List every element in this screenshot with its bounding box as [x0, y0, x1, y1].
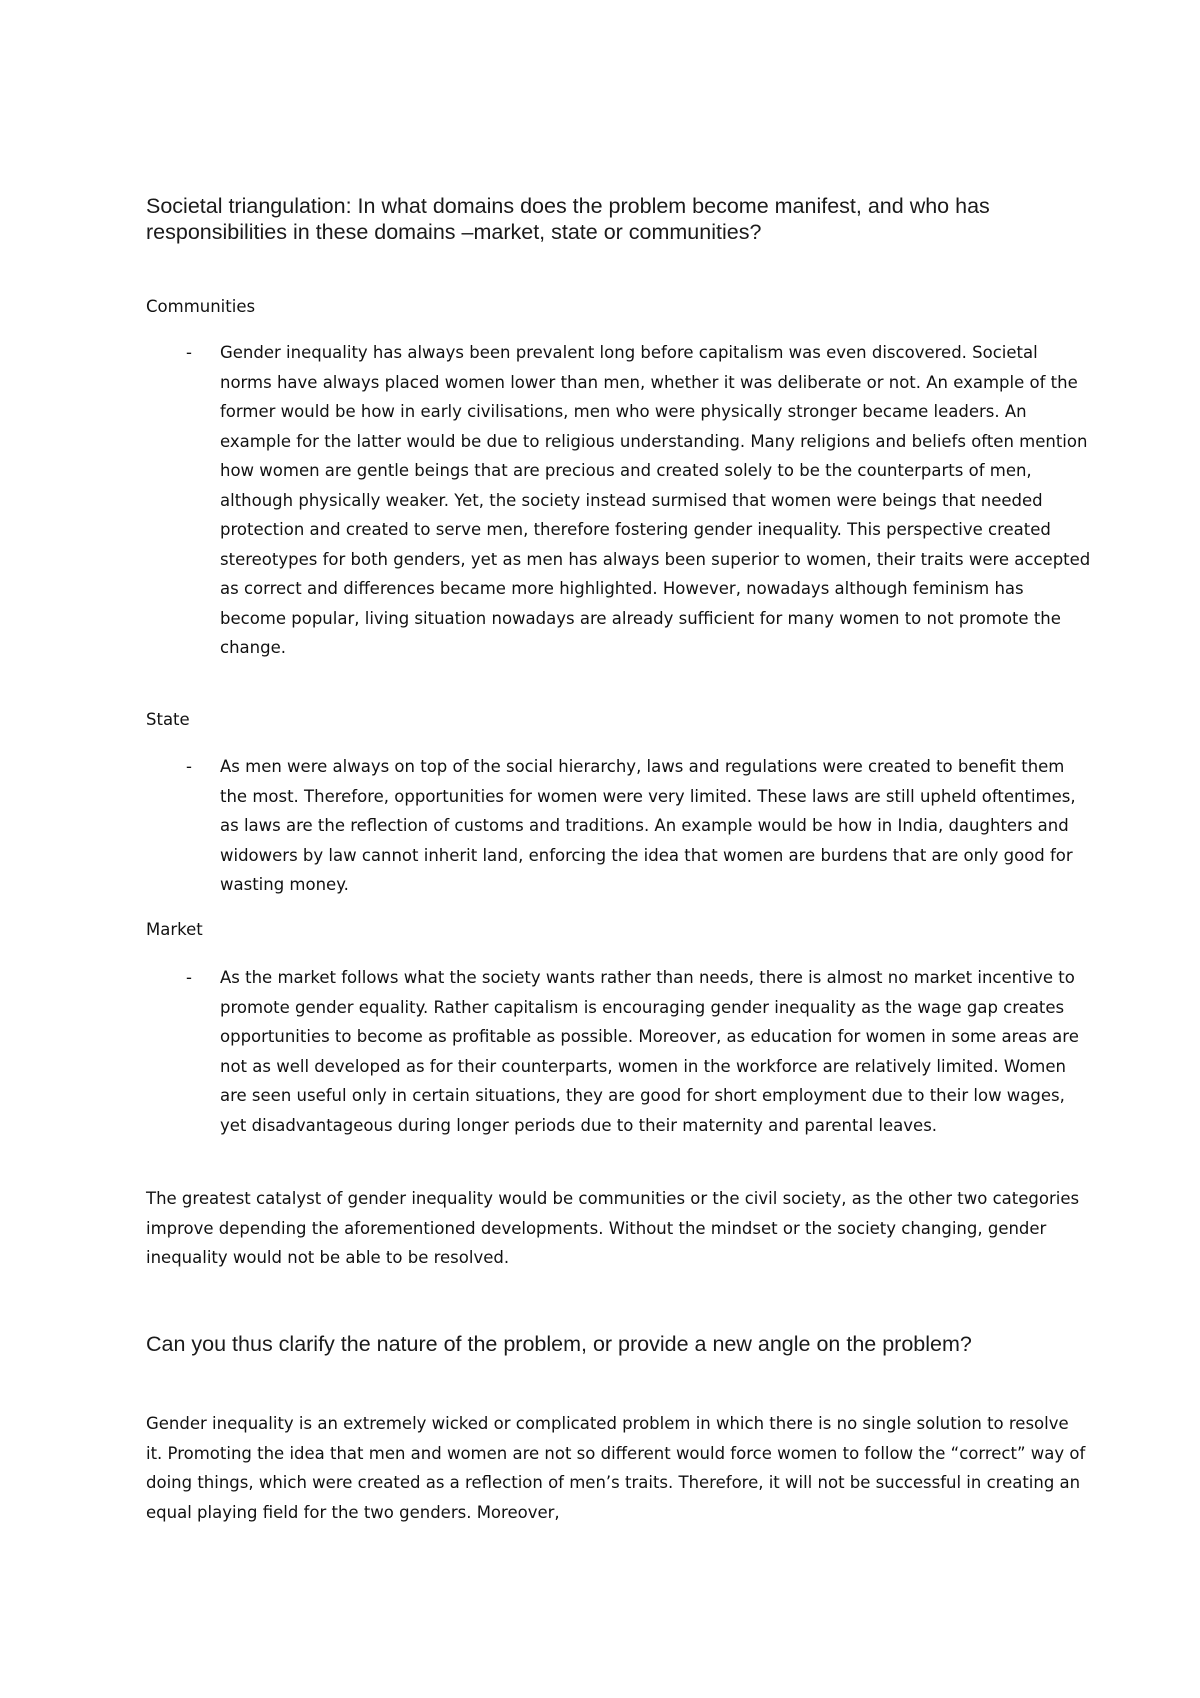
bullet-dash: - [186, 343, 192, 362]
bullet-text-market: As the market follows what the society wants rather than needs, there is almost no market incentive to promote gender equality. Rather capitalism is encouraging gender inequality as the wage gap creates opportunities to become as profitable as possible. Moreover, as education for women in some areas are not as well developed as for their counterparts, women in the workforce are relatively limited. Women are seen useful only in certain situations, they are good for short employment due to their low wages, yet disadvantageous during longer periods due to their maternity and parental leaves. [220, 968, 1079, 1135]
bullet-text-communities: Gender inequality has always been prevalent long before capitalism was even discovered. Societal norms have always placed women lower than men, whether it was deliberate or not. An example of the former would be how in early civilisations, men who were physically stronger became leaders. An example for the latter would be due to religious understanding. Many religions and beliefs often mention how women are gentle beings that are precious and created solely to be the counterparts of men, although physically weaker. Yet, the society instead surmised that women were beings that needed protection and created to serve men, therefore fostering gender inequality. This perspective created stereotypes for both genders, yet as men has always been superior to women, their traits were accepted as correct and differences became more highlighted. However, nowadays although feminism has become popular, living situation nowadays are already sufficient for many women to not promote the change. [220, 343, 1091, 657]
body-paragraph: Gender inequality is an extremely wicked or complicated problem in which there is no single solution to resolve it. Promoting the idea that men and women are not so different would force women to follow the “correct” way of doing things, which were created as a reflection of men’s traits. Therefore, it will not be successful in creating an equal playing field for the two genders. Moreover, [146, 1414, 1086, 1522]
bullet-text-state: As men were always on top of the social hierarchy, laws and regulations were created to benefit them the most. Therefore, opportunities for women were very limited. These laws are still upheld oftentimes, as laws are the reflection of customs and traditions. An example would be how in India, daughters and widowers by law cannot inherit land, enforcing the idea that women are burdens that are only good for wasting money. [220, 757, 1076, 894]
bullet-dash: - [186, 757, 192, 776]
section-label-communities: Communities [146, 297, 256, 316]
conclusion-paragraph: The greatest catalyst of gender inequality would be communities or the civil society, as the other two categories improve depending the aforementioned developments. Without the mindset or the society changing, gender inequality would not be able to be resolved. [146, 1189, 1080, 1267]
section-heading-societal-triangulation: Societal triangulation: In what domains does the problem become manifest, and who has responsibilities in these domains –market, state or communities? [146, 194, 990, 244]
bullet-dash: - [186, 968, 192, 987]
section-heading-clarify-problem: Can you thus clarify the nature of the problem, or provide a new angle on the problem? [146, 1332, 972, 1356]
section-label-state: State [146, 710, 190, 729]
section-label-market: Market [146, 920, 203, 939]
